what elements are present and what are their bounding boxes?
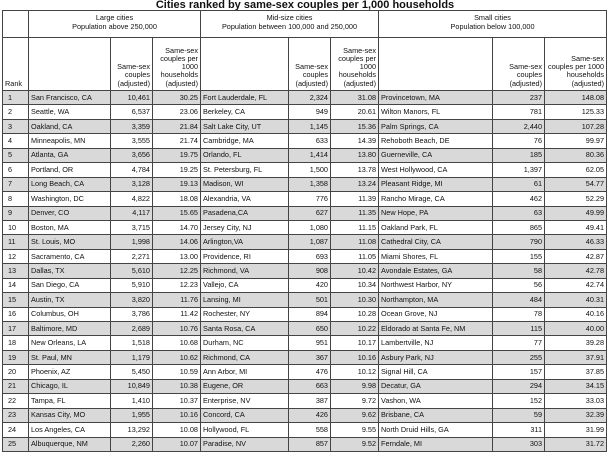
mid-couples-cell: 558 bbox=[289, 423, 331, 437]
mid-city-cell: Fort Lauderdale, FL bbox=[201, 91, 289, 105]
mid-city-cell: Pasadena,CA bbox=[201, 206, 289, 220]
small-city-cell: Rehoboth Beach, DE bbox=[379, 134, 493, 148]
table-row bbox=[3, 91, 607, 105]
small-couples-cell: 484 bbox=[493, 293, 545, 307]
large-couples-cell: 5,450 bbox=[111, 365, 153, 379]
large-city-cell: Los Angeles, CA bbox=[29, 423, 111, 437]
large-couples-cell: 2,689 bbox=[111, 322, 153, 336]
mid-city-cell: Enterprise, NV bbox=[201, 394, 289, 408]
mid-couples-cell: 476 bbox=[289, 365, 331, 379]
large-city-cell: Long Beach, CA bbox=[29, 177, 111, 191]
small-couples-cell: 77 bbox=[493, 336, 545, 350]
table-row bbox=[3, 336, 607, 350]
table-row bbox=[3, 105, 607, 119]
large-per1000-cell: 13.00 bbox=[153, 249, 201, 263]
large-city-cell: St. Louis, MO bbox=[29, 235, 111, 249]
large-city-cell: Washington, DC bbox=[29, 192, 111, 206]
large-couples-cell: 3,715 bbox=[111, 220, 153, 234]
large-city-cell: New Orleans, LA bbox=[29, 336, 111, 350]
large-couples-cell: 1,998 bbox=[111, 235, 153, 249]
large-couples-cell: 3,820 bbox=[111, 293, 153, 307]
large-per1000-cell: 10.38 bbox=[153, 379, 201, 393]
group-header-mid bbox=[201, 11, 379, 38]
large-couples-header: Same-sex couples (adjusted) bbox=[111, 38, 153, 91]
mid-per1000-cell: 20.61 bbox=[331, 105, 379, 119]
small-city-cell: Guerneville, CA bbox=[379, 148, 493, 162]
large-couples-cell: 10,849 bbox=[111, 379, 153, 393]
mid-couples-cell: 1,358 bbox=[289, 177, 331, 191]
table-row bbox=[3, 220, 607, 234]
mid-couples-cell: 908 bbox=[289, 264, 331, 278]
group-header-large bbox=[29, 11, 201, 38]
small-per1000-cell: 33.03 bbox=[545, 394, 607, 408]
table-row bbox=[3, 119, 607, 133]
rank-cell: 8 bbox=[3, 192, 29, 206]
mid-per1000-cell: 11.08 bbox=[331, 235, 379, 249]
table-row bbox=[3, 307, 607, 321]
mid-city-cell: Berkeley, CA bbox=[201, 105, 289, 119]
rank-cell: 25 bbox=[3, 437, 29, 451]
large-city-cell: Tampa, FL bbox=[29, 394, 111, 408]
large-couples-cell: 5,910 bbox=[111, 278, 153, 292]
mid-city-header bbox=[201, 38, 289, 91]
small-per1000-cell: 125.33 bbox=[545, 105, 607, 119]
small-city-cell: Signal Hill, CA bbox=[379, 365, 493, 379]
large-city-cell: Chicago, IL bbox=[29, 379, 111, 393]
small-couples-cell: 294 bbox=[493, 379, 545, 393]
large-per1000-cell: 10.08 bbox=[153, 423, 201, 437]
rank-cell: 15 bbox=[3, 293, 29, 307]
large-city-cell: Austin, TX bbox=[29, 293, 111, 307]
mid-couples-cell: 894 bbox=[289, 307, 331, 321]
rank-cell: 14 bbox=[3, 278, 29, 292]
mid-per1000-cell: 10.34 bbox=[331, 278, 379, 292]
small-city-header bbox=[379, 38, 493, 91]
large-per1000-header: Same-sex couples per 1000 households (adjusted) bbox=[153, 38, 201, 91]
table-row bbox=[3, 249, 607, 263]
mid-city-cell: Jersey City, NJ bbox=[201, 220, 289, 234]
rank-cell: 9 bbox=[3, 206, 29, 220]
large-per1000-cell: 10.76 bbox=[153, 322, 201, 336]
small-city-cell: Cathedral City, CA bbox=[379, 235, 493, 249]
large-couples-cell: 4,784 bbox=[111, 163, 153, 177]
small-couples-header: Same-sex couples (adjusted) bbox=[493, 38, 545, 91]
mid-city-cell: Concord, CA bbox=[201, 408, 289, 422]
small-couples-cell: 115 bbox=[493, 322, 545, 336]
mid-city-cell: Paradise, NV bbox=[201, 437, 289, 451]
large-couples-cell: 13,292 bbox=[111, 423, 153, 437]
large-city-cell: Denver, CO bbox=[29, 206, 111, 220]
large-city-cell: Portland, OR bbox=[29, 163, 111, 177]
mid-couples-cell: 387 bbox=[289, 394, 331, 408]
group-sub-large: Population above 250,000 bbox=[72, 22, 157, 31]
mid-city-cell: Lansing, MI bbox=[201, 293, 289, 307]
mid-per1000-cell: 31.08 bbox=[331, 91, 379, 105]
table-row bbox=[3, 235, 607, 249]
small-city-cell: Ocean Grove, NJ bbox=[379, 307, 493, 321]
small-couples-cell: 462 bbox=[493, 192, 545, 206]
table-row bbox=[3, 264, 607, 278]
mid-couples-cell: 2,324 bbox=[289, 91, 331, 105]
rankings-body bbox=[3, 91, 607, 452]
large-couples-cell: 10,461 bbox=[111, 91, 153, 105]
small-couples-cell: 78 bbox=[493, 307, 545, 321]
small-couples-cell: 303 bbox=[493, 437, 545, 451]
group-sub-small: Population below 100,000 bbox=[450, 22, 535, 31]
rank-cell: 2 bbox=[3, 105, 29, 119]
large-city-cell: San Diego, CA bbox=[29, 278, 111, 292]
large-couples-cell: 3,555 bbox=[111, 134, 153, 148]
large-couples-cell: 6,537 bbox=[111, 105, 153, 119]
mid-couples-cell: 776 bbox=[289, 192, 331, 206]
large-per1000-cell: 14.06 bbox=[153, 235, 201, 249]
rank-cell: 12 bbox=[3, 249, 29, 263]
large-per1000-cell: 10.62 bbox=[153, 350, 201, 364]
large-per1000-cell: 18.08 bbox=[153, 192, 201, 206]
rank-cell: 1 bbox=[3, 91, 29, 105]
large-per1000-cell: 19.25 bbox=[153, 163, 201, 177]
mid-city-cell: Cambridge, MA bbox=[201, 134, 289, 148]
small-per1000-cell: 46.33 bbox=[545, 235, 607, 249]
mid-city-cell: Santa Rosa, CA bbox=[201, 322, 289, 336]
mid-per1000-cell: 13.80 bbox=[331, 148, 379, 162]
mid-per1000-cell: 13.24 bbox=[331, 177, 379, 191]
small-per1000-cell: 52.29 bbox=[545, 192, 607, 206]
large-city-cell: Dallas, TX bbox=[29, 264, 111, 278]
mid-city-cell: Richmond, VA bbox=[201, 264, 289, 278]
mid-per1000-cell: 9.62 bbox=[331, 408, 379, 422]
mid-per1000-cell: 15.36 bbox=[331, 119, 379, 133]
mid-couples-cell: 650 bbox=[289, 322, 331, 336]
mid-couples-header: Same-sex couples (adjusted) bbox=[289, 38, 331, 91]
large-couples-cell: 3,786 bbox=[111, 307, 153, 321]
large-city-cell: San Francisco, CA bbox=[29, 91, 111, 105]
small-couples-cell: 63 bbox=[493, 206, 545, 220]
large-per1000-cell: 30.25 bbox=[153, 91, 201, 105]
mid-city-cell: St. Petersburg, FL bbox=[201, 163, 289, 177]
mid-city-cell: Arlington,VA bbox=[201, 235, 289, 249]
small-couples-cell: 790 bbox=[493, 235, 545, 249]
table-row bbox=[3, 293, 607, 307]
large-per1000-cell: 12.25 bbox=[153, 264, 201, 278]
large-couples-cell: 1,410 bbox=[111, 394, 153, 408]
mid-couples-cell: 367 bbox=[289, 350, 331, 364]
large-couples-cell: 3,656 bbox=[111, 148, 153, 162]
small-per1000-cell: 31.72 bbox=[545, 437, 607, 451]
small-couples-cell: 255 bbox=[493, 350, 545, 364]
rank-cell: 22 bbox=[3, 394, 29, 408]
small-per1000-cell: 62.05 bbox=[545, 163, 607, 177]
small-city-cell: Provincetown, MA bbox=[379, 91, 493, 105]
large-couples-cell: 1,955 bbox=[111, 408, 153, 422]
large-per1000-cell: 21.74 bbox=[153, 134, 201, 148]
small-city-cell: Pleasant Ridge, MI bbox=[379, 177, 493, 191]
small-couples-cell: 311 bbox=[493, 423, 545, 437]
mid-per1000-cell: 9.52 bbox=[331, 437, 379, 451]
table-row bbox=[3, 206, 607, 220]
large-per1000-cell: 14.70 bbox=[153, 220, 201, 234]
small-city-cell: Palm Springs, CA bbox=[379, 119, 493, 133]
mid-couples-cell: 627 bbox=[289, 206, 331, 220]
small-per1000-cell: 40.31 bbox=[545, 293, 607, 307]
small-per1000-cell: 39.28 bbox=[545, 336, 607, 350]
mid-city-cell: Durham, NC bbox=[201, 336, 289, 350]
mid-per1000-header: Same-sex couples per 1000 households (adjusted) bbox=[331, 38, 379, 91]
mid-city-cell: Ann Arbor, MI bbox=[201, 365, 289, 379]
small-couples-cell: 1,397 bbox=[493, 163, 545, 177]
mid-couples-cell: 857 bbox=[289, 437, 331, 451]
rank-cell: 4 bbox=[3, 134, 29, 148]
small-couples-cell: 59 bbox=[493, 408, 545, 422]
large-couples-cell: 1,518 bbox=[111, 336, 153, 350]
large-city-cell: Boston, MA bbox=[29, 220, 111, 234]
mid-per1000-cell: 13.78 bbox=[331, 163, 379, 177]
large-city-cell: Minneapolis, MN bbox=[29, 134, 111, 148]
mid-couples-cell: 420 bbox=[289, 278, 331, 292]
large-per1000-cell: 11.76 bbox=[153, 293, 201, 307]
small-per1000-cell: 49.41 bbox=[545, 220, 607, 234]
small-per1000-cell: 42.74 bbox=[545, 278, 607, 292]
mid-couples-cell: 1,145 bbox=[289, 119, 331, 133]
mid-per1000-cell: 11.35 bbox=[331, 206, 379, 220]
table-row bbox=[3, 365, 607, 379]
small-city-cell: Northwest Harbor, NY bbox=[379, 278, 493, 292]
mid-per1000-cell: 10.30 bbox=[331, 293, 379, 307]
mid-couples-cell: 1,087 bbox=[289, 235, 331, 249]
page-title: Cities ranked by same-sex couples per 1,000 households bbox=[155, 0, 455, 11]
small-city-cell: Ferndale, MI bbox=[379, 437, 493, 451]
mid-couples-cell: 1,414 bbox=[289, 148, 331, 162]
small-couples-cell: 781 bbox=[493, 105, 545, 119]
table-row bbox=[3, 163, 607, 177]
table-row bbox=[3, 278, 607, 292]
mid-per1000-cell: 10.28 bbox=[331, 307, 379, 321]
small-per1000-cell: 40.00 bbox=[545, 322, 607, 336]
mid-per1000-cell: 11.15 bbox=[331, 220, 379, 234]
rankings-table bbox=[2, 10, 607, 452]
large-couples-cell: 5,610 bbox=[111, 264, 153, 278]
small-city-cell: Lambertville, NJ bbox=[379, 336, 493, 350]
small-per1000-cell: 148.08 bbox=[545, 91, 607, 105]
mid-couples-cell: 1,080 bbox=[289, 220, 331, 234]
small-city-cell: Northampton, MA bbox=[379, 293, 493, 307]
large-city-cell: Oakland, CA bbox=[29, 119, 111, 133]
mid-couples-cell: 633 bbox=[289, 134, 331, 148]
large-city-cell: Kansas City, MO bbox=[29, 408, 111, 422]
small-city-cell: Avondale Estates, GA bbox=[379, 264, 493, 278]
small-city-cell: New Hope, PA bbox=[379, 206, 493, 220]
large-per1000-cell: 10.07 bbox=[153, 437, 201, 451]
small-city-cell: Oakland Park, FL bbox=[379, 220, 493, 234]
large-per1000-cell: 23.06 bbox=[153, 105, 201, 119]
large-city-cell: Seattle, WA bbox=[29, 105, 111, 119]
mid-per1000-cell: 14.39 bbox=[331, 134, 379, 148]
small-couples-cell: 2,440 bbox=[493, 119, 545, 133]
small-city-cell: North Druid Hills, GA bbox=[379, 423, 493, 437]
small-couples-cell: 185 bbox=[493, 148, 545, 162]
large-city-cell: Sacramento, CA bbox=[29, 249, 111, 263]
mid-per1000-cell: 9.72 bbox=[331, 394, 379, 408]
small-couples-cell: 155 bbox=[493, 249, 545, 263]
table-row bbox=[3, 148, 607, 162]
small-couples-cell: 865 bbox=[493, 220, 545, 234]
mid-per1000-cell: 11.39 bbox=[331, 192, 379, 206]
table-row bbox=[3, 408, 607, 422]
rank-header-blank bbox=[3, 11, 29, 38]
small-couples-cell: 58 bbox=[493, 264, 545, 278]
large-city-cell: St. Paul, MN bbox=[29, 350, 111, 364]
small-couples-cell: 237 bbox=[493, 91, 545, 105]
small-per1000-cell: 42.87 bbox=[545, 249, 607, 263]
mid-city-cell: Madison, WI bbox=[201, 177, 289, 191]
group-name-mid: Mid-size cities bbox=[266, 13, 313, 22]
mid-couples-cell: 501 bbox=[289, 293, 331, 307]
table-row bbox=[3, 134, 607, 148]
large-couples-cell: 3,359 bbox=[111, 119, 153, 133]
small-city-cell: Asbury Park, NJ bbox=[379, 350, 493, 364]
mid-city-cell: Hollywood, FL bbox=[201, 423, 289, 437]
small-couples-cell: 61 bbox=[493, 177, 545, 191]
large-couples-cell: 2,271 bbox=[111, 249, 153, 263]
group-sub-mid: Population between 100,000 and 250,000 bbox=[221, 22, 358, 31]
large-per1000-cell: 10.16 bbox=[153, 408, 201, 422]
small-city-cell: Brisbane, CA bbox=[379, 408, 493, 422]
small-couples-cell: 157 bbox=[493, 365, 545, 379]
group-header-small bbox=[379, 11, 607, 38]
table-row bbox=[3, 437, 607, 451]
small-city-cell: Eldorado at Santa Fe, NM bbox=[379, 322, 493, 336]
small-per1000-cell: 37.91 bbox=[545, 350, 607, 364]
rank-cell: 24 bbox=[3, 423, 29, 437]
small-per1000-cell: 107.28 bbox=[545, 119, 607, 133]
table-row bbox=[3, 423, 607, 437]
small-couples-cell: 56 bbox=[493, 278, 545, 292]
small-city-cell: Miami Shores, FL bbox=[379, 249, 493, 263]
mid-city-cell: Salt Lake City, UT bbox=[201, 119, 289, 133]
small-per1000-cell: 49.99 bbox=[545, 206, 607, 220]
large-city-cell: Baltimore, MD bbox=[29, 322, 111, 336]
rank-cell: 13 bbox=[3, 264, 29, 278]
small-couples-cell: 76 bbox=[493, 134, 545, 148]
small-per1000-cell: 31.99 bbox=[545, 423, 607, 437]
large-couples-cell: 3,128 bbox=[111, 177, 153, 191]
mid-couples-cell: 693 bbox=[289, 249, 331, 263]
small-city-cell: Rancho Mirage, CA bbox=[379, 192, 493, 206]
mid-per1000-cell: 9.55 bbox=[331, 423, 379, 437]
small-per1000-cell: 40.16 bbox=[545, 307, 607, 321]
rank-cell: 5 bbox=[3, 148, 29, 162]
small-per1000-cell: 34.15 bbox=[545, 379, 607, 393]
mid-couples-cell: 426 bbox=[289, 408, 331, 422]
mid-city-cell: Rochester, NY bbox=[201, 307, 289, 321]
large-city-cell: Phoenix, AZ bbox=[29, 365, 111, 379]
small-city-cell: Decatur, GA bbox=[379, 379, 493, 393]
table-row bbox=[3, 394, 607, 408]
mid-per1000-cell: 10.16 bbox=[331, 350, 379, 364]
mid-per1000-cell: 11.05 bbox=[331, 249, 379, 263]
mid-city-cell: Richmond, CA bbox=[201, 350, 289, 364]
rank-cell: 20 bbox=[3, 365, 29, 379]
mid-per1000-cell: 10.22 bbox=[331, 322, 379, 336]
small-per1000-cell: 42.78 bbox=[545, 264, 607, 278]
rank-cell: 18 bbox=[3, 336, 29, 350]
table-row bbox=[3, 322, 607, 336]
small-city-cell: Wilton Manors, FL bbox=[379, 105, 493, 119]
table-row bbox=[3, 192, 607, 206]
large-per1000-cell: 10.37 bbox=[153, 394, 201, 408]
large-city-cell: Columbus, OH bbox=[29, 307, 111, 321]
mid-per1000-cell: 9.98 bbox=[331, 379, 379, 393]
mid-city-cell: Providence, RI bbox=[201, 249, 289, 263]
mid-couples-cell: 949 bbox=[289, 105, 331, 119]
small-city-cell: Vashon, WA bbox=[379, 394, 493, 408]
large-per1000-cell: 12.23 bbox=[153, 278, 201, 292]
small-per1000-cell: 37.85 bbox=[545, 365, 607, 379]
group-name-small: Small cities bbox=[474, 13, 511, 22]
group-name-large: Large cities bbox=[95, 13, 134, 22]
rank-cell: 23 bbox=[3, 408, 29, 422]
small-per1000-cell: 54.77 bbox=[545, 177, 607, 191]
rank-cell: 21 bbox=[3, 379, 29, 393]
rank-cell: 7 bbox=[3, 177, 29, 191]
rank-cell: 10 bbox=[3, 220, 29, 234]
large-city-cell: Atlanta, GA bbox=[29, 148, 111, 162]
mid-per1000-cell: 10.42 bbox=[331, 264, 379, 278]
large-per1000-cell: 10.68 bbox=[153, 336, 201, 350]
large-couples-cell: 4,822 bbox=[111, 192, 153, 206]
large-couples-cell: 1,179 bbox=[111, 350, 153, 364]
table-row bbox=[3, 379, 607, 393]
large-per1000-cell: 19.13 bbox=[153, 177, 201, 191]
mid-city-cell: Vallejo, CA bbox=[201, 278, 289, 292]
mid-couples-cell: 663 bbox=[289, 379, 331, 393]
mid-couples-cell: 1,500 bbox=[289, 163, 331, 177]
large-per1000-cell: 19.75 bbox=[153, 148, 201, 162]
small-per1000-cell: 80.36 bbox=[545, 148, 607, 162]
rank-cell: 11 bbox=[3, 235, 29, 249]
small-per1000-cell: 99.97 bbox=[545, 134, 607, 148]
rank-cell: 6 bbox=[3, 163, 29, 177]
large-couples-cell: 2,260 bbox=[111, 437, 153, 451]
rank-cell: 17 bbox=[3, 322, 29, 336]
mid-per1000-cell: 10.12 bbox=[331, 365, 379, 379]
small-per1000-cell: 32.39 bbox=[545, 408, 607, 422]
small-couples-cell: 152 bbox=[493, 394, 545, 408]
mid-city-cell: Orlando, FL bbox=[201, 148, 289, 162]
large-couples-cell: 4,117 bbox=[111, 206, 153, 220]
large-city-header bbox=[29, 38, 111, 91]
rank-cell: 19 bbox=[3, 350, 29, 364]
large-city-cell: Albuquerque, NM bbox=[29, 437, 111, 451]
small-city-cell: West Hollywood, CA bbox=[379, 163, 493, 177]
mid-per1000-cell: 10.17 bbox=[331, 336, 379, 350]
small-per1000-header: Same-sex couples per 1000 households (adjusted) bbox=[545, 38, 607, 91]
large-per1000-cell: 15.65 bbox=[153, 206, 201, 220]
rank-cell: 16 bbox=[3, 307, 29, 321]
large-per1000-cell: 11.42 bbox=[153, 307, 201, 321]
large-per1000-cell: 10.59 bbox=[153, 365, 201, 379]
rank-header: Rank bbox=[3, 38, 29, 91]
mid-city-cell: Eugene, OR bbox=[201, 379, 289, 393]
table-row bbox=[3, 350, 607, 364]
mid-city-cell: Alexandria, VA bbox=[201, 192, 289, 206]
mid-couples-cell: 951 bbox=[289, 336, 331, 350]
large-per1000-cell: 21.84 bbox=[153, 119, 201, 133]
table-row bbox=[3, 177, 607, 191]
rank-cell: 3 bbox=[3, 119, 29, 133]
